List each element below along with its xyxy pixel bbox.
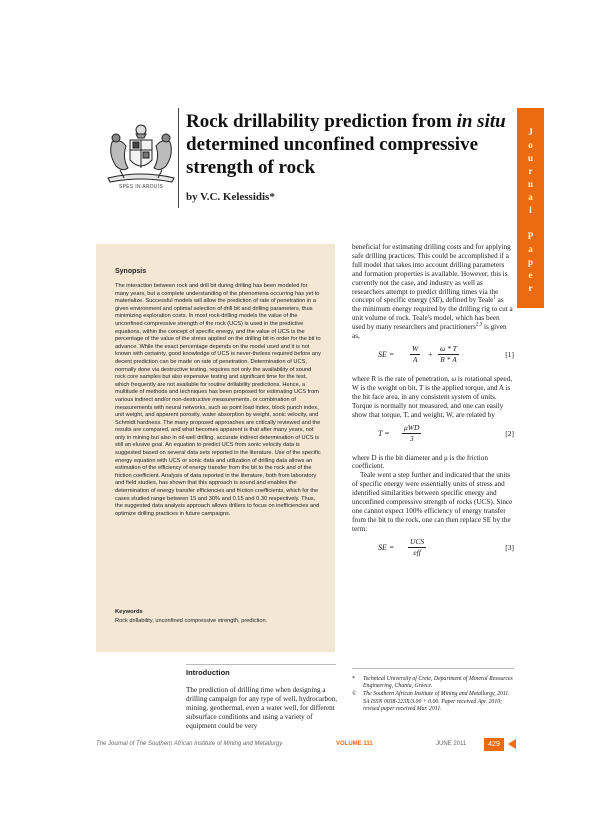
tab-letter: J bbox=[528, 127, 533, 137]
equation-2 bbox=[352, 420, 514, 454]
numerator: ω * T bbox=[440, 343, 457, 353]
equation-lhs: SE = bbox=[378, 542, 395, 552]
footnote-text: The Southern African Institute of Mining and Metallurgy, 2011. SA ISSN 0038-223X/3.00 + 0.00. Paper received Apr. 2010; revised paper received Mar. 2011. bbox=[363, 691, 510, 712]
title-divider bbox=[178, 108, 179, 208]
tab-letter: a bbox=[528, 244, 533, 254]
footnote-mark: * bbox=[352, 676, 355, 682]
footnote-mark: © bbox=[352, 691, 357, 698]
footnote-divider bbox=[352, 668, 514, 669]
text-run: as the minimum energy required by the drilling rig to cut a unit volume of rock. Teale's model, which has been used by many researchers and practitioners bbox=[352, 296, 513, 332]
title-part-1: Rock drillability prediction from bbox=[186, 111, 457, 132]
paper-title bbox=[186, 110, 516, 179]
denominator: R * A bbox=[440, 354, 457, 364]
numerator: UCS bbox=[410, 536, 425, 546]
keywords-text: Rock drillability, unconfined compressive strength, prediction. bbox=[115, 618, 268, 624]
equation-number: [3] bbox=[505, 542, 514, 552]
equation-3 bbox=[352, 534, 514, 568]
fraction bbox=[408, 537, 426, 558]
body-paragraph: Teale went a step further and indicated that the units of specific energy were essentially units of stress and identified similarities between specific energy and unconfined compressive strength of rocks (UCS). Since one cannot expect 100% efficiency of energy transfer from the bit to the rock, one can then replace SE by the term: bbox=[352, 471, 513, 533]
tab-letter: e bbox=[528, 270, 533, 280]
fraction bbox=[402, 423, 421, 444]
equation-number: [1] bbox=[505, 349, 514, 359]
text-run: ), defined by Teale bbox=[439, 296, 494, 305]
footnote bbox=[352, 676, 516, 690]
synopsis-heading: Synopsis bbox=[115, 268, 147, 275]
footer-volume: VOLUME 111 bbox=[336, 741, 373, 747]
footer-date: JUNE 2011 bbox=[436, 741, 467, 747]
introduction-text: The prediction of drilling time when designing a drilling campaign for any type of well, hydrocarbon, mining, geothermal, even a water well, for different subsurface conditions and using a variety of equipment could be very bbox=[186, 686, 338, 730]
footnote-text: Technical University of Crete, Department of Mineral Resources Engineering, Chania, Greece. bbox=[363, 676, 513, 690]
numerator: μWD bbox=[404, 422, 420, 432]
journal-paper-side-tab bbox=[517, 108, 544, 308]
footnotes bbox=[352, 676, 516, 714]
introduction-heading: Introduction bbox=[186, 668, 230, 677]
tab-letter: o bbox=[528, 140, 533, 150]
equation-1 bbox=[352, 341, 514, 375]
body-paragraph bbox=[352, 243, 514, 341]
denominator: A bbox=[412, 354, 418, 364]
keywords-heading: Keywords bbox=[115, 609, 143, 615]
synopsis-text: The interaction between rock and drill bit during drilling has been modeled for many years, but a complete understanding of the phenomena occurring has yet to materialize. Successful models will allow the prediction of rate of penetration in a given environment and optimal selection of drill bit and drilling parameters, thus minimizing exploration costs. In most rock-drilling models the value of the unconfined compressive strength of the rock (UCS) is used in the predictive equations, within the concept of specific energy, and the value of UCS is the percentage of the value of the stress applied on the drilling bit in order for the bit to advance. While the exact percentage depends on the model used and it is not known with certainty, good knowledge of UCS is never-theless required before any decent prediction can be made on rate of penetration. Determination of UCS, normally done via destructive testing, requires not only the availability of sound rock core samples but also expensive testing and significant time for the test, which frequently are not available for routine drillability predictions. Hence, a multitude of methods and techniques has been proposed for estimating UCS from various indirect and/or non-destructive measurements, or combination of measurements with neural networks, such as point load index, block punch index, unit weight, and apparent porosity, water absorption by weight, sonic velocity, and Schmidt hardness. The many proposed approaches are critically reviewed and the results are compared, and what becomes apparent is that after many years, not only in mining but also in oil-well drilling, accurate indirect determination of UCS is still an elusive goal. An equation to predict UCS from sonic velocity data is suggested based on several data sets reported in the literature. Use of the specific energy equation with UCS or sonic data and utilization of drilling data allows an estimation of the efficiency of energy transfer from the bit to the rock and of the friction coefficient. Analysis of data reported in the literature, both from laboratory and field studies, has shown that this approach is sound and enables the determination of energy transfer efficiencies and friction coefficients, which for the cases studied range between 15 and 30% and 0.15 and 0.30 respectively. Thus, the suggested data analysis approach allows drillers to focus on inefficiencies and optimize drilling practices in future campaigns. bbox=[115, 283, 321, 517]
fraction bbox=[438, 344, 459, 365]
right-column-body bbox=[352, 243, 514, 568]
tab-letter: n bbox=[527, 179, 533, 189]
text-run: SE bbox=[431, 296, 440, 305]
tab-letter: r bbox=[528, 166, 533, 176]
body-paragraph: where R is the rate of penetration, ω is rotational speed, W is the weight on bit, T is the applied torque, and A is the bit face area, in any consistent system of units. Torque is normally not measured, and one can easily show that torque, T, and weight, W, are related by bbox=[352, 374, 513, 419]
denominator: eff bbox=[413, 547, 421, 557]
numerator: W bbox=[412, 343, 419, 353]
denominator: 3 bbox=[409, 433, 414, 443]
author-line: by V.C. Kelessidis* bbox=[186, 191, 275, 203]
title-part-2: in situ bbox=[456, 111, 506, 132]
institute-crest-logo bbox=[100, 112, 182, 192]
tab-letter: l bbox=[529, 205, 532, 215]
tab-letter: r bbox=[528, 283, 533, 293]
plus-sign: + bbox=[428, 349, 433, 359]
tab-letter: u bbox=[527, 153, 533, 163]
fraction bbox=[410, 344, 420, 365]
equation-lhs: T = bbox=[378, 428, 390, 438]
crest-motto: SPES IN ARDUIS bbox=[119, 184, 163, 190]
text-run: beneficial for estimating drilling costs and for applying safe drilling practices. This could be accomplished if a full model that takes into account drilling parameters and formation properties is available. However, this is currently not the case, and industry as well as researchers attempt to predict drilling times via the concept of specific energy ( bbox=[352, 243, 511, 305]
page-footer bbox=[96, 738, 546, 752]
footnote bbox=[352, 691, 516, 713]
equation-number: [2] bbox=[505, 428, 514, 438]
footer-journal-name: The Journal of The Southern African Institute of Mining and Metallurgy bbox=[96, 741, 283, 747]
section-divider bbox=[186, 664, 336, 665]
title-part-3: determined unconfined compressive strength of rock bbox=[186, 134, 479, 178]
page-number: 429 bbox=[484, 738, 504, 751]
text-run: is given as, bbox=[352, 323, 507, 341]
tab-letter: P bbox=[527, 231, 534, 241]
reference-mark: 2,3 bbox=[475, 322, 483, 328]
page-arrow-icon bbox=[508, 739, 516, 749]
tab-letter: p bbox=[527, 257, 533, 267]
tab-letter: a bbox=[528, 192, 533, 202]
equation-lhs: SE = bbox=[378, 349, 395, 359]
body-paragraph: where D is the bit diameter and μ is the friction coefficient. bbox=[352, 453, 488, 471]
reference-mark: 1 bbox=[493, 296, 496, 302]
